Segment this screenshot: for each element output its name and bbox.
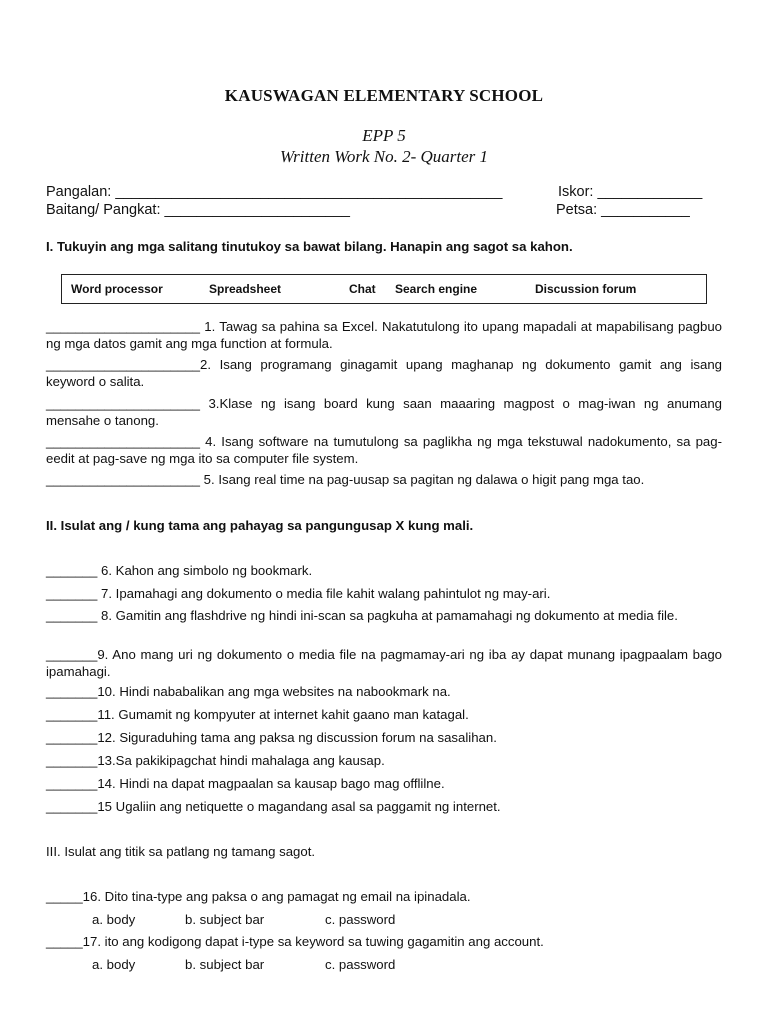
choice-b: b. subject bar <box>185 912 265 927</box>
choice-a: a. body <box>92 912 136 927</box>
work-title: Written Work No. 2- Quarter 1 <box>279 147 489 166</box>
choice-c: c. password <box>325 912 396 927</box>
question-10: _______10. Hindi nababalikan ang mga websites na nabookmark na. <box>46 684 451 699</box>
word-bank-item: Search engine <box>395 282 478 296</box>
question-2: _____________________2. Isang programang ginagamit upang maghanap ng dokumento gamit ang isang keyword o salita. <box>46 357 722 389</box>
choice-a: a. body <box>92 957 136 972</box>
grade-section-field[interactable]: Baitang/ Pangkat: _______________________ <box>46 202 350 218</box>
question-1: _____________________ 1. Tawag sa pahina sa Excel. Nakatutulong ito upang mapadali at mapabilisang pagbuo ng mga datos gamit ang mga function at formula. <box>46 319 722 351</box>
date-field[interactable]: Petsa: ___________ <box>556 202 690 218</box>
question-9: _______9. Ano mang uri ng dokumento o media file na pagmamay-ari ng iba ay dapat munang ipagpaalam bago ipamahagi. <box>46 647 722 679</box>
word-bank-item: Word processor <box>71 282 163 296</box>
choice-b: b. subject bar <box>185 957 265 972</box>
question-14: _______14. Hindi na dapat magpaalan sa kausap bago mag offlilne. <box>46 776 445 791</box>
word-bank <box>61 274 707 304</box>
question-11: _______11. Gumamit ng kompyuter at internet kahit gaano man katagal. <box>46 707 469 722</box>
question-6: _______ 6. Kahon ang simbolo ng bookmark. <box>46 563 313 578</box>
question-16: _____16. Dito tina-type ang paksa o ang pamagat ng email na ipinadala. <box>46 889 471 904</box>
question-13: _______13.Sa pakikipagchat hindi mahalaga ang kausap. <box>46 753 385 768</box>
question-7: _______ 7. Ipamahagi ang dokumento o media file kahit walang pahintulot ng may-ari. <box>46 586 551 601</box>
word-bank-item: Discussion forum <box>535 282 637 296</box>
question-5: _____________________ 5. Isang real time na pag-uusap sa pagitan ng dalawa o higit pang mga tao. <box>46 472 645 487</box>
word-bank-item: Chat <box>349 282 376 296</box>
question-16-choices <box>0 912 768 930</box>
question-12: _______12. Siguraduhing tama ang paksa ng discussion forum na sasalihan. <box>46 730 497 745</box>
section2-instruction: II. Isulat ang / kung tama ang pahayag sa pangungusap X kung mali. <box>46 518 474 533</box>
question-3: _____________________ 3.Klase ng isang board kung saan maaaring magpost o mag-iwan ng anumang mensahe o tanong. <box>46 396 722 428</box>
choice-c: c. password <box>325 957 396 972</box>
name-field[interactable]: Pangalan: ________________________________________________ <box>46 184 503 200</box>
question-15: _______15 Ugaliin ang netiquette o magandang asal sa paggamit ng internet. <box>46 799 501 814</box>
word-bank-item: Spreadsheet <box>209 282 282 296</box>
section3-instruction: III. Isulat ang titik sa patlang ng tamang sagot. <box>46 844 316 859</box>
question-17: _____17. ito ang kodigong dapat i-type sa keyword sa tuwing gagamitin ang account. <box>46 934 544 949</box>
school-name: KAUSWAGAN ELEMENTARY SCHOOL <box>224 86 544 105</box>
question-8: _______ 8. Gamitin ang flashdrive ng hindi ini-scan sa pagkuha at pamamahagi ng dokumento at media file. <box>46 608 678 623</box>
score-field[interactable]: Iskor: _____________ <box>558 184 703 200</box>
subject-title: EPP 5 <box>362 126 406 145</box>
section1-instruction: I. Tukuyin ang mga salitang tinutukoy sa bawat bilang. Hanapin ang sagot sa kahon. <box>46 239 573 254</box>
question-4: _____________________ 4. Isang software na tumutulong sa paglikha ng mga tekstuwal nadokumento, sa pag-eedit at pag-save ng mga ito sa computer file system. <box>46 434 722 466</box>
question-17-choices <box>0 957 768 975</box>
